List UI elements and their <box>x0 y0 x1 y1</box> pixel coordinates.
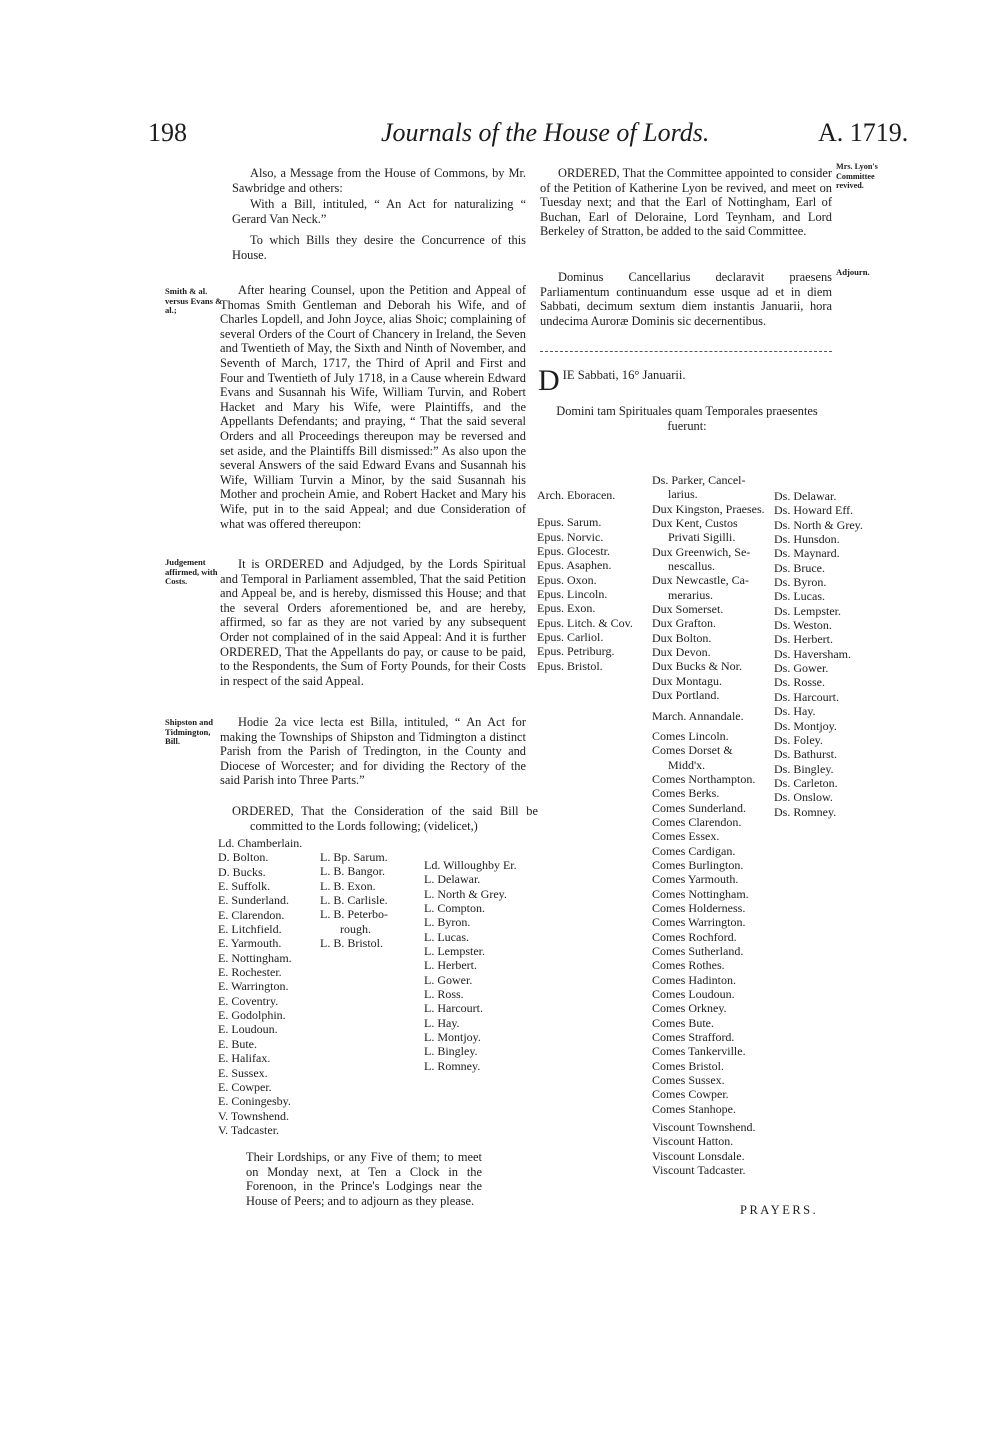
committee-member: L. North & Grey. <box>424 886 507 901</box>
attendee: Comes Holderness. <box>652 900 746 915</box>
drop-cap-letter: D <box>538 364 560 397</box>
attendee: Ds. Foley. <box>774 732 823 747</box>
committee-member: E. Clarendon. <box>218 907 285 922</box>
attendee: Dux Grafton. <box>652 616 716 631</box>
committee-member: E. Sussex. <box>218 1065 268 1080</box>
attendee: Ds. Carleton. <box>774 775 838 790</box>
attendee: Dux Bolton. <box>652 630 712 645</box>
attendee: Arch. Eboracen. <box>537 488 616 502</box>
committee-member: E. Cowper. <box>218 1079 272 1094</box>
attendee: Ds. Maynard. <box>774 546 840 561</box>
attendee: Ds. Herbert. <box>774 632 833 647</box>
attendee: Dux Greenwich, Se- <box>652 544 751 559</box>
attendee: Dux Somerset. <box>652 602 724 617</box>
attendee: Comes Dorset & <box>652 743 733 758</box>
committee-member: L. Delawar. <box>424 872 481 887</box>
committee-member: L. Herbert. <box>424 958 477 973</box>
attendee: Comes Bristol. <box>652 1058 725 1073</box>
attendee: Epus. Sarum. <box>537 515 602 530</box>
attendee: Ds. Haversham. <box>774 646 851 661</box>
page-title: Journals of the House of Lords. <box>381 118 710 147</box>
committee-member: L. Lucas. <box>424 929 469 944</box>
committed-paragraph: ORDERED, That the Consideration of the said Bill be committed to the Lords following; (videlicet,) <box>232 804 538 833</box>
committee-member: L. Hay. <box>424 1015 460 1030</box>
attendee: Comes Rochford. <box>652 929 737 944</box>
lyon-committee-paragraph: ORDERED, That the Committee appointed to consider of the Petition of Katherine Lyon be revived, and meet on Tuesday next; and that the Earl of Nottingham, Earl of Buchan, Earl of Deloraine, Lord Teynham, and Lord Berkeley of Stratton, be added to the said Committee. <box>540 166 832 239</box>
attendee: Ds. Hay. <box>774 704 816 719</box>
attendee: Ds. Delawar. <box>774 489 837 503</box>
attendee: Comes Northampton. <box>652 771 756 786</box>
smith-appeal-paragraph: After hearing Counsel, upon the Petition and Appeal of Thomas Smith Gentleman and Deborah his Wife, and of Charles Lopdell, and John Joyce, alias Shoic; complaining of several Orders of the Court of Chancery in Ireland, the Seven and Twentieth of May, the Sixth and Ninth of November, and Seventh of March, 1717, the Third of April and First and Four and Twentieth of July 1718, in a Cause wherein Edward Evans and Susannah his Wife, William Turvin, and Robert Hacket and Mary his Wife, were Plaintiffs, and the Appellants Defendants; and praying, “ That the said several Orders and all Proceedings thereupon may be reversed and set aside, and the Plaintiffs Bill dismissed:” As also upon the several Answers of the said Edward Evans and Susannah his Wife, William Turvin a Minor, by the said Susannah his Mother and prochein Amie, and Robert Hacket and Mary his Wife, put in to the said Appeal; and due Consideration of what was offered thereupon: <box>220 283 526 531</box>
committee-member: E. Sunderland. <box>218 893 289 908</box>
attendee: Comes Sussex. <box>652 1073 725 1088</box>
attendee: Dux Devon. <box>652 645 711 660</box>
attendee: Comes Lincoln. <box>652 728 729 743</box>
attendee: Ds. North & Grey. <box>774 517 863 532</box>
attendee: Dux Kent, Custos <box>652 516 738 531</box>
attendee: Epus. Exon. <box>537 601 596 616</box>
committee-member: D. Bolton. <box>218 850 269 865</box>
attendee: Ds. Romney. <box>774 804 837 819</box>
committee-member: E. Bute. <box>218 1036 257 1051</box>
attendee: Dux Bucks & Nor. <box>652 659 742 674</box>
attendee: Viscount Townshend. <box>652 1120 756 1135</box>
judgement-paragraph: It is ORDERED and Adjudged, by the Lords Spiritual and Temporal in Parliament assembled, That the said Petition and Appeal be, and is hereby, dismissed this House; and that the several Orders aforementioned be, and are hereby, affirmed, so far as they are not varied by any subsequent Order not complained of in the said Appeal: And it is further ORDERED, That the Appellants do pay, or cause to be paid, to the Respondents, the Sum of Forty Pounds, for their Costs in respect of the said Appeal. <box>220 557 526 688</box>
attendee: Epus. Norvic. <box>537 529 604 544</box>
attendee: Comes Clarendon. <box>652 814 742 829</box>
attendee: Ds. Montjoy. <box>774 718 837 733</box>
attendee: Ds. Byron. <box>774 575 827 590</box>
attendee: Ds. Harcourt. <box>774 689 839 704</box>
attendee: Dux Portland. <box>652 688 720 703</box>
page-number: 198 <box>148 118 187 147</box>
committee-member: E. Suffolk. <box>218 879 271 894</box>
committee-member: L. Byron. <box>424 915 471 930</box>
section-divider <box>540 351 832 352</box>
attendee: Comes Sutherland. <box>652 944 744 958</box>
committee-member: E. Loudoun. <box>218 1022 278 1037</box>
attendance-column-barons <box>774 489 863 819</box>
committee-member: E. Warrington. <box>218 979 289 994</box>
committee-member: E. Coventry. <box>218 993 279 1008</box>
margin-note-judgement: Judgement affirmed, with Costs. <box>165 557 218 587</box>
attendee: Ds. Bingley. <box>774 761 834 776</box>
committee-member: E. Rochester. <box>218 965 282 980</box>
attendee: Comes Loudoun. <box>652 987 735 1002</box>
attendee: Comes Cardigan. <box>652 843 736 858</box>
meeting-paragraph: Their Lordships, or any Five of them; to meet on Monday next, at Ten a Clock in the Forenoon, in the Prince's Lodgings near the House of Peers; and to adjourn as they please. <box>246 1150 482 1208</box>
catchword: PRAYERS. <box>740 1203 819 1217</box>
attendee: Comes Orkney. <box>652 1001 727 1016</box>
attendee: March. Annandale. <box>652 708 744 723</box>
committee-member: L. Ross. <box>424 987 464 1002</box>
attendee: Comes Sunderland. <box>652 800 746 815</box>
page-year: A. 1719. <box>818 118 909 147</box>
committee-member: L. Montjoy. <box>424 1030 481 1045</box>
committee-member: L. B. Carlisle. <box>320 893 388 908</box>
attendee: Midd'x. <box>668 757 706 772</box>
message-paragraph: Also, a Message from the House of Commons, by Mr. Sawbridge and others: <box>232 166 526 195</box>
committee-member: E. Nottingham. <box>218 950 292 965</box>
attendee: Epus. Bristol. <box>537 658 603 673</box>
attendee: Ds. Hunsdon. <box>774 532 840 547</box>
committee-column-temporal <box>218 836 302 1137</box>
attendee: Viscount Lonsdale. <box>652 1148 745 1163</box>
margin-note-adjourn: Adjourn. <box>836 267 870 277</box>
attendee: Viscount Tadcaster. <box>652 1163 746 1178</box>
committee-member: L. Gower. <box>424 972 473 987</box>
committee-member: E. Yarmouth. <box>218 936 282 951</box>
committee-member: L. Romney. <box>424 1058 481 1073</box>
attendee: Ds. Lempster. <box>774 603 841 618</box>
attendee: Comes Essex. <box>652 829 720 844</box>
attendee: Comes Burlington. <box>652 857 744 872</box>
committee-member: L. B. Bristol. <box>320 936 384 951</box>
attendee: Ds. Bruce. <box>774 560 825 575</box>
attendee: Ds. Rosse. <box>774 675 826 690</box>
committee-member: E. Godolphin. <box>218 1008 286 1023</box>
attendee: Comes Yarmouth. <box>652 872 739 887</box>
present-heading: Domini tam Spirituales quam Temporales praesentes fuerunt: <box>556 404 818 433</box>
attendee: Epus. Glocestr. <box>537 544 610 559</box>
attendee: Comes Berks. <box>652 786 720 801</box>
attendee: Comes Strafford. <box>652 1030 735 1045</box>
committee-member: L. Compton. <box>424 901 486 916</box>
attendee: Comes Hadinton. <box>652 972 736 987</box>
attendee: Dux Kingston, Praeses. <box>652 501 765 516</box>
attendee: Ds. Onslow. <box>774 790 833 805</box>
attendee: Epus. Carliol. <box>537 630 604 645</box>
attendee: Comes Cowper. <box>652 1087 729 1102</box>
committee-column-barons <box>424 858 517 1073</box>
attendee: Comes Tankerville. <box>652 1044 746 1059</box>
attendee: Dux Montagu. <box>652 673 722 688</box>
committee-member: L. B. Exon. <box>320 878 376 893</box>
committee-member: rough. <box>340 921 371 936</box>
committee-member: Ld. Chamberlain. <box>218 836 303 850</box>
attendee: Ds. Howard Eff. <box>774 503 854 518</box>
committee-member: E. Halifax. <box>218 1051 271 1066</box>
committee-member: Ld. Willoughby Er. <box>424 858 517 872</box>
attendee: Epus. Litch. & Cov. <box>537 615 633 630</box>
attendee: Privati Sigilli. <box>668 530 736 545</box>
attendee: Ds. Weston. <box>774 618 832 633</box>
attendee: Comes Stanhope. <box>652 1101 736 1116</box>
committee-member: E. Coningesby. <box>218 1094 291 1109</box>
committee-member: E. Litchfield. <box>218 922 282 937</box>
attendee: merarius. <box>668 587 713 602</box>
committee-column-bishops <box>320 850 388 950</box>
margin-note-smith: Smith & al. versus Evans & al.; <box>165 286 223 316</box>
attendance-column-spiritual <box>537 488 633 673</box>
attendee: larius. <box>668 487 698 502</box>
attendee: Comes Bute. <box>652 1015 714 1030</box>
committee-member: L. Bp. Sarum. <box>320 850 388 864</box>
concurrence-paragraph: To which Bills they desire the Concurrence of this House. <box>232 233 526 262</box>
attendee: Ds. Bathurst. <box>774 747 837 762</box>
attendee: Ds. Parker, Cancel- <box>652 473 746 487</box>
bill-paragraph: With a Bill, intituled, “ An Act for naturalizing “ Gerard Van Neck.” <box>232 197 526 226</box>
attendee: Epus. Petriburg. <box>537 644 615 659</box>
attendance-column-temporal <box>652 473 765 1178</box>
margin-note-lyon: Mrs. Lyon's Committee revived. <box>836 162 878 191</box>
attendee: nescallus. <box>668 559 715 574</box>
session-date-text: IE Sabbati, 16° Januarii. <box>562 368 686 382</box>
margin-note-shipston: Shipston and Tidmington, Bill. <box>165 717 214 747</box>
session-date-heading <box>538 364 838 397</box>
committee-member: V. Townshend. <box>218 1108 290 1123</box>
attendee: Viscount Hatton. <box>652 1134 734 1149</box>
committee-member: L. Harcourt. <box>424 1001 483 1016</box>
attendee: Epus. Asaphen. <box>537 558 612 573</box>
committee-member: V. Tadcaster. <box>218 1122 280 1137</box>
attendee: Comes Warrington. <box>652 915 746 930</box>
adjournment-paragraph: Dominus Cancellarius declaravit praesens Parliamentum continuandum esse usque ad et in diem Sabbati, decimum sextum diem instantis Januarii, hora undecima Auroræ Dominis sic decernentibus. <box>540 270 832 328</box>
committee-member: L. Lempster. <box>424 944 485 959</box>
committee-member: L. B. Peterbo- <box>320 907 388 922</box>
attendee: Comes Nottingham. <box>652 886 749 901</box>
committee-member: D. Bucks. <box>218 864 266 879</box>
attendee: Comes Rothes. <box>652 958 725 973</box>
committee-member: L. B. Bangor. <box>320 864 385 879</box>
committee-member: L. Bingley. <box>424 1044 478 1059</box>
attendee: Dux Newcastle, Ca- <box>652 573 749 588</box>
attendee: Ds. Lucas. <box>774 589 825 604</box>
attendee: Epus. Oxon. <box>537 572 597 587</box>
attendee: Ds. Gower. <box>774 661 829 676</box>
attendee: Epus. Lincoln. <box>537 587 608 602</box>
shipston-bill-paragraph: Hodie 2a vice lecta est Billa, intituled, “ An Act for making the Townships of Shipston and Tidmington a distinct Parish from the Parish of Tredington, in the County and Diocese of Worcester; and for dividing the Rectory of the said Parish into Three Parts.” <box>220 715 526 788</box>
